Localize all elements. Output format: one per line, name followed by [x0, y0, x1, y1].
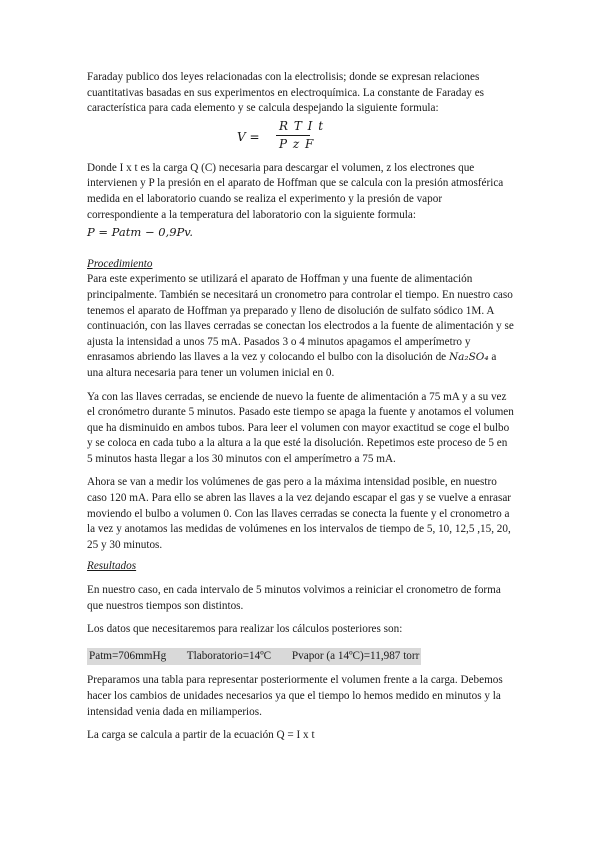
resultados-paragraph-2: Los datos que necesitaremos para realizar los cálculos posteriores son: [87, 623, 403, 636]
procedimiento-paragraph-3: Ahora se van a medir los volúmenes de gas pero a la máxima intensidad posible, en nuestro caso 120 mA. Para ello se abren las llaves a la vez dejando escapar el gas y se vuelve a enrasar moviendo el bulbo a volumen 0. Con las llaves cerradas se conecta la fuente y el cronometro a la vez y anotamos las medidas de volúmenes en los intervalos de tiempo de 5, 10, 12,5 ,15, 20, 25 y 30 minutos. [87, 476, 512, 551]
procedimiento-paragraph-2: Ya con las llaves cerradas, se enciende de nuevo la fuente de alimentación a 75 mA y a su vez el cronómetro durante 5 minutos. Pasado este tiempo se apaga la fuente y anotamos el volumen que ha disminuido en ambos tubos. Para leer el volumen con mayor exactitud se coge el bulbo y se coloca en cada tubo a la altura a la que esté la disolución. Repetimos este proceso de 5 en 5 minutos hasta llegar a los 30 minutos con el amperímetro a 75 mA. [87, 390, 514, 465]
procedimiento-paragraph-1 [87, 272, 515, 381]
resultados-paragraph-4: La carga se calcula a partir de la ecuación Q = I x t [87, 729, 315, 742]
pressure-formula: P = Patm − 0,9Pv. [87, 225, 194, 240]
volume-formula [87, 117, 515, 161]
sodium-sulfate-formula: Na₂SO₄ [448, 351, 489, 364]
tlab-value: Tlaboratorio=14ºC [186, 649, 272, 662]
p1-text-after: a una altura necesaria para tener un volumen inicial en 0. [87, 351, 497, 379]
lab-data-highlight [87, 648, 421, 666]
explanation-paragraph: Donde I x t es la carga Q (C) necesaria para descargar el volumen, z los electrones que intervienen y P la presión en el aparato de Hoffman que se calcula con la presión atmosférica medida en el laboratorio cuando se realiza el experimento y la presión de vapor correspondiente a la temperatura del laboratorio con la siguiente formula: [87, 161, 504, 221]
p1-text-before: Para este experimento se utilizará el aparato de Hoffman y una fuente de alimentación principalmente. También se necesitará un cronometro para controlar el tiempo. En nuestro caso tenemos el aparato de Hoffman ya preparado y lleno de disolución de sulfato sódico 1M. A continuación, con las llaves cerradas se conectan los electrodos a la fuente de alimentación y se ajusta la intensidad a unos 75 mA. Pasados 3 o 4 minutos apagamos el amperímetro y enrasamos abriendo las llaves a la vez y colocando el bulbo con la disolución de [87, 273, 514, 364]
patm-value: Patm=706mmHg [89, 649, 167, 662]
document-page [87, 70, 515, 744]
resultados-heading: Resultados [87, 560, 137, 573]
procedimiento-heading: Procedimiento [87, 257, 153, 270]
formula-lhs: V = [237, 129, 260, 144]
fraction-bar [276, 135, 310, 136]
resultados-paragraph-1: En nuestro caso, en cada intervalo de 5 minutos volvimos a reiniciar el cronometro de forma que nuestros tiempos son distintos. [87, 584, 501, 612]
formula-numerator: R T I t [279, 118, 325, 133]
pvapor-value: Pvapor (a 14ºC)=11,987 torr [291, 649, 420, 662]
intro-paragraph: Faraday publico dos leyes relacionadas con la electrolisis; donde se expresan relaciones cuantitativas basadas en sus experimentos en electroquímica. La constante de Faraday es característica para cada elemento y se calcula despejando la siguiente formula: [87, 71, 485, 115]
formula-denominator: P z F [279, 136, 315, 151]
resultados-paragraph-3: Preparamos una tabla para representar posteriormente el volumen frente a la carga. Debemos hacer los cambios de unidades necesarios ya que el tiempo lo hemos medido en minutos y la intensidad venia dada en miliamperios. [87, 674, 503, 718]
